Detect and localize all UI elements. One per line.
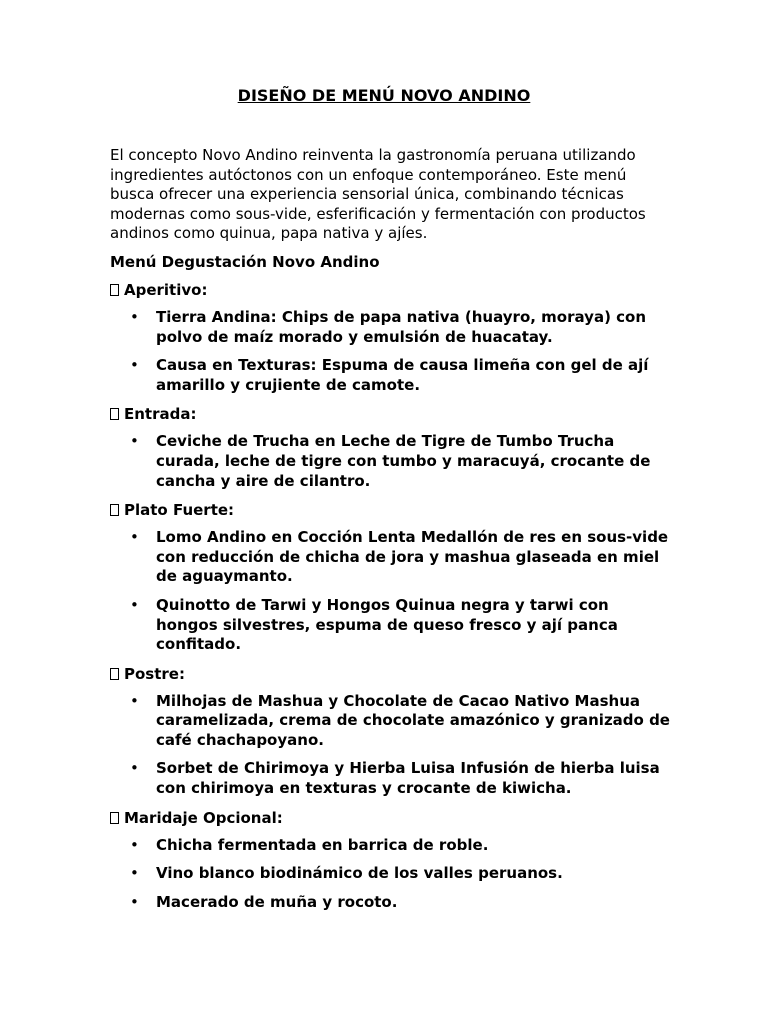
section-heading <box>110 280 670 300</box>
list-item <box>110 864 670 884</box>
document-body <box>110 146 670 921</box>
item-text: Sorbet de Chirimoya y Hierba Luisa Infusión de hierba luisa con chirimoya en texturas y crocante de kiwicha. <box>156 759 660 798</box>
list-item <box>110 308 670 347</box>
bullet-icon: • <box>130 864 139 883</box>
item-list <box>110 432 670 491</box>
list-item <box>110 432 670 491</box>
list-item <box>110 692 670 751</box>
section-heading <box>110 664 670 684</box>
item-list <box>110 692 670 799</box>
missing-glyph-icon <box>110 284 119 296</box>
item-text: Milhojas de Mashua y Chocolate de Cacao Nativo Mashua caramelizada, crema de chocolate amazónico y granizado de café chachapoyano. <box>156 691 670 749</box>
list-item <box>110 893 670 913</box>
section-label: Aperitivo: <box>124 280 208 299</box>
bullet-icon: • <box>130 759 139 778</box>
list-item <box>110 596 670 655</box>
section-heading <box>110 404 670 424</box>
item-text: Quinotto de Tarwi y Hongos Quinua negra y tarwi con hongos silvestres, espuma de queso fresco y ají panca confitado. <box>156 595 618 654</box>
section-plato-fuerte <box>110 500 670 655</box>
missing-glyph-icon <box>110 408 119 420</box>
bullet-icon: • <box>130 691 139 710</box>
list-item <box>110 356 670 395</box>
missing-glyph-icon <box>110 504 119 516</box>
item-text: Causa en Texturas: Espuma de causa limeña con gel de ají amarillo y crujiente de camote. <box>156 356 649 394</box>
bullet-icon: • <box>130 432 139 451</box>
item-text: Lomo Andino en Cocción Lenta Medallón de res en sous-vide con reducción de chicha de jora y mashua glaseada en miel de aguaymanto. <box>156 528 669 586</box>
missing-glyph-icon <box>110 812 119 824</box>
item-list <box>110 528 670 655</box>
section-label: Plato Fuerte: <box>124 501 235 520</box>
bullet-icon: • <box>130 307 139 326</box>
section-label: Postre: <box>124 664 185 683</box>
menu-heading: Menú Degustación Novo Andino <box>110 252 380 271</box>
item-text: Macerado de muña y rocoto. <box>156 892 398 911</box>
bullet-icon: • <box>130 595 139 614</box>
page-title: DISEÑO DE MENÚ NOVO ANDINO <box>237 86 531 105</box>
section-aperitivo <box>110 280 670 395</box>
list-item <box>110 836 670 856</box>
intro-paragraph: El concepto Novo Andino reinventa la gastronomía peruana utilizando ingredientes autóctonos con un enfoque contemporáneo. Este menú busca ofrecer una experiencia sensorial única, combinando técnicas modernas como sous-vide, esferificación y fermentación con productos andinos como quinua, papa nativa y ajíes. <box>110 146 646 243</box>
bullet-icon: • <box>130 835 139 854</box>
item-text: Ceviche de Trucha en Leche de Tigre de Tumbo Trucha curada, leche de tigre con tumbo y maracuyá, crocante de cancha y aire de cilantro. <box>156 432 651 490</box>
section-entrada <box>110 404 670 491</box>
list-item <box>110 759 670 798</box>
item-text: Chicha fermentada en barrica de roble. <box>156 835 489 854</box>
section-postre <box>110 664 670 799</box>
section-label: Maridaje Opcional: <box>124 808 283 827</box>
section-label: Entrada: <box>124 405 197 424</box>
bullet-icon: • <box>130 892 139 911</box>
missing-glyph-icon <box>110 668 119 680</box>
section-heading <box>110 500 670 520</box>
list-item <box>110 528 670 587</box>
item-list <box>110 308 670 395</box>
item-text: Tierra Andina: Chips de papa nativa (huayro, moraya) con polvo de maíz morado y emulsión de huacatay. <box>156 307 647 346</box>
item-list <box>110 836 670 913</box>
section-maridaje <box>110 808 670 913</box>
section-heading <box>110 808 670 828</box>
bullet-icon: • <box>130 528 139 547</box>
item-text: Vino blanco biodinámico de los valles peruanos. <box>156 864 563 883</box>
bullet-icon: • <box>130 356 139 375</box>
